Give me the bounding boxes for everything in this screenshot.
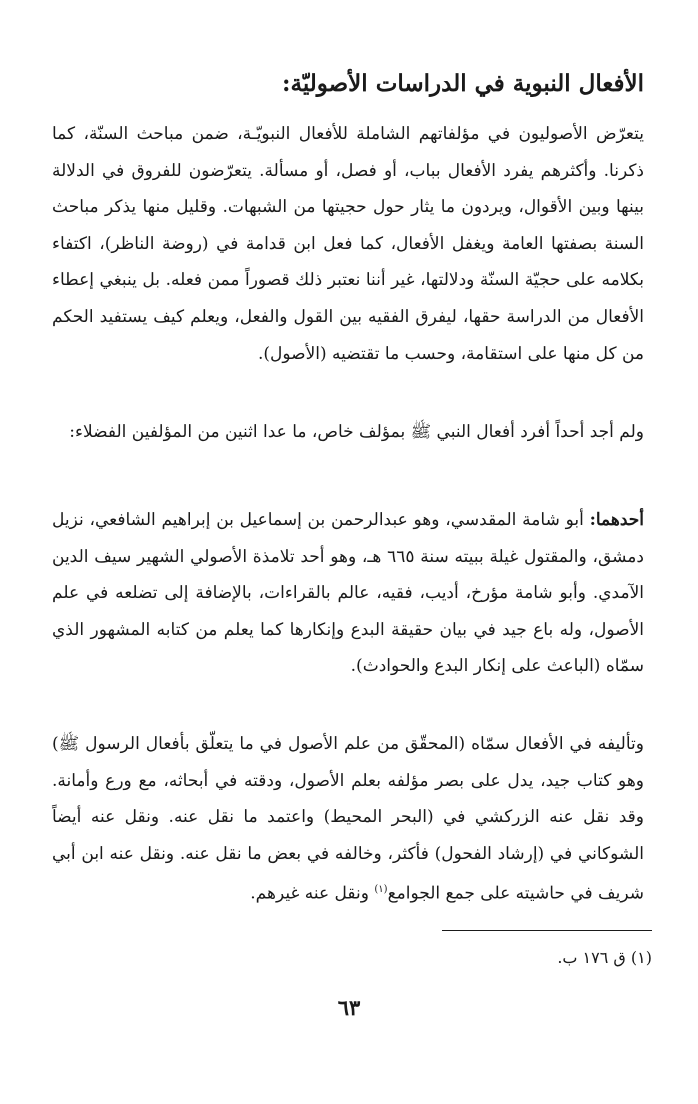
footnote: (١) ق ١٧٦ ب. (557, 948, 652, 967)
paragraph-3-body: أبو شامة المقدسي، وهو عبدالرحمن بن إسماعيل بن إبراهيم الشافعي، نزيل دمشق، والمقتول غيلة ببيته سنة ٦٦٥ هـ، وهو أحد تلامذة الأصولي الشهير سيف الدين الآمدي. وأبو شامة مؤرخ، أديب، فقيه، عالم بالقراءات، بالإضافة إلى تضلعه في علم الأصول، وله باع جيد في بيان حقيقة البدع وإنكارها كما يعلم من كتابه المشهور الذي سمّاه (الباعث على إنكار البدع والحوادث). (52, 510, 644, 677)
paragraph-3 (52, 502, 644, 685)
section-heading: الأفعال النبوية في الدراسات الأصوليّة: (282, 70, 644, 97)
page-number: ٦٣ (337, 995, 361, 1020)
paragraph-1-text: يتعرّض الأصوليون في مؤلفاتهم الشاملة للأفعال النبويّـة، ضمن مباحث السنّة، كما ذكرنا. وأكثرهم يفرد الأفعال بباب، أو فصل، أو مسألة. يتعرّضون للفروق في الدلالة بينها وبين الأقوال، ويردون ما يثار حول حجيتها من الشبهات. وقليل منها يذكر مباحث السنة بصفتها العامة ويغفل الأفعال، كما فعل ابن قدامة في (روضة الناظر)، اكتفاء بكلامه على حجيّة السنّة ودلالتها، غير أننا نعتبر ذلك قصوراً ممن فعله. بل ينبغي إعطاء الأفعال من الدراسة حقها، ليفرق الفقيه بين القول والفعل، ويعلم كيف يستفيد الحكم من كل منها على استقامة، وحسب ما تقتضيه (الأصول). (52, 124, 644, 364)
paragraph-4 (52, 726, 644, 913)
footnote-reference: (١) (374, 884, 388, 896)
paragraph-2-text: ولم أجد أحداً أفرد أفعال النبي ﷺ بمؤلف خاص، ما عدا اثنين من المؤلفين الفضلاء: (69, 422, 644, 442)
footnote-divider (442, 930, 652, 931)
paragraph-2 (52, 414, 644, 451)
paragraph-4-main: وتأليفه في الأفعال سمّاه (المحقّق من علم الأصول في ما يتعلّق بأفعال الرسول ﷺ) وهو كتاب جيد، يدل على بصر مؤلفه بعلم الأصول، ودقته في أبحاثه، مع ورع وأمانة. وقد نقل عنه الزركشي في (البحر المحيط) واعتمد ما نقل عنه. ونقل عنه أيضاً الشوكاني في (إرشاد الفحول) فأكثر، وخالفه في بعض ما نقل عنه. ونقل عنه ابن أبي شريف في حاشيته على جمع الجوامع (52, 734, 644, 905)
paragraph-4-tail: ونقل عنه غيرهم. (250, 884, 375, 905)
paragraph-1 (52, 116, 644, 372)
paragraph-4-text (52, 726, 644, 913)
paragraph-3-lead: أحدهما: (589, 510, 644, 530)
paragraph-3-text (52, 502, 644, 685)
